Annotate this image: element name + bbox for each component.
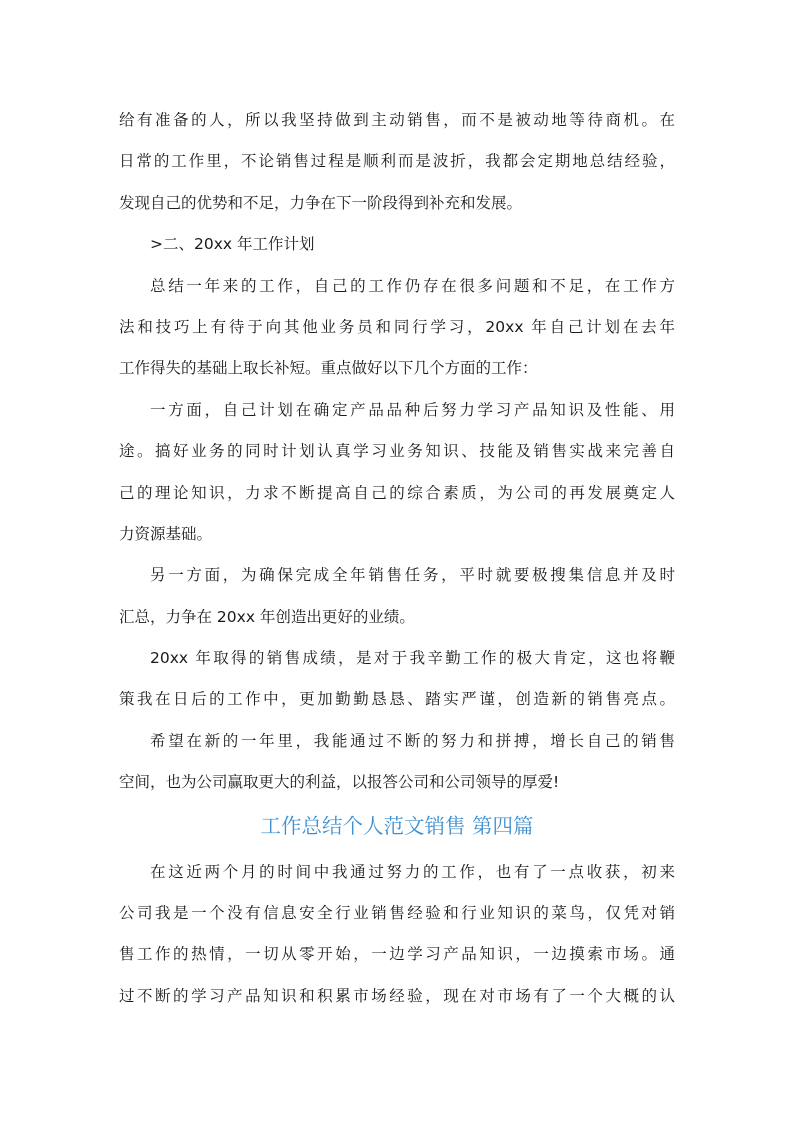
text-line: 策我在日后的工作中，更加勤勤恳恳、踏实严谨，创造新的销售亮点。 [119, 690, 675, 709]
text-line: 过不断的学习产品知识和积累市场经验，现在对市场有了一个大概的认 [119, 986, 675, 1005]
paragraph-one-aspect [119, 390, 675, 556]
text-line: 空间，也为公司赢取更大的利益，以报答公司和公司领导的厚爱! [119, 773, 560, 792]
paragraph-continuation [119, 100, 675, 224]
text-line: 希望在新的一年里，我能通过不断的努力和拼搏，增长自己的销售 [150, 731, 675, 750]
text-line: 己的理论知识，力求不断提高自己的综合素质，为公司的再发展奠定人 [119, 483, 675, 502]
text-line: 20xx 年取得的销售成绩，是对于我辛勤工作的极大肯定，这也将鞭 [150, 649, 675, 668]
text-line: 给有准备的人，所以我坚持做到主动销售，而不是被动地等待商机。在 [119, 111, 675, 129]
text-line: 售工作的热情，一切从零开始，一边学习产品知识，一边摸索市场。通 [119, 945, 675, 964]
paragraph-results [119, 638, 675, 721]
text-line: 工作得失的基础上取长补短。重点做好以下几个方面的工作： [119, 359, 538, 378]
document-body [119, 100, 675, 1017]
text-line: 途。搞好业务的同时计划认真学习业务知识、技能及销售实战来完善自 [119, 442, 675, 461]
text-line: 力资源基础。 [119, 524, 213, 543]
text-line: 在这近两个月的时间中我通过努力的工作，也有了一点收获，初来 [150, 862, 675, 881]
text-line: 汇总，力争在 20xx 年创造出更好的业绩。 [119, 607, 415, 626]
text-line: 法和技巧上有待于向其他业务员和同行学习，20xx 年自己计划在去年 [119, 317, 675, 336]
text-line: 公司我是一个没有信息安全行业销售经验和行业知识的菜鸟，仅凭对销 [119, 904, 675, 923]
paragraph-hope [119, 721, 675, 804]
paragraph-other-aspect [119, 555, 675, 638]
paragraph-chapter-four [119, 852, 675, 1018]
chapter-title: 工作总结个人范文销售 第四篇 [260, 813, 534, 838]
text-line: 发现自己的优势和不足，力争在下一阶段得到补充和发展。 [119, 193, 523, 212]
text-line: 总结一年来的工作，自己的工作仍存在很多问题和不足，在工作方 [150, 276, 675, 295]
section-subheading: >二、20xx 年工作计划 [150, 235, 315, 254]
paragraph-summary [119, 266, 675, 390]
text-line: 另一方面，为确保完成全年销售任务，平时就要极搜集信息并及时 [150, 566, 675, 585]
text-line: 一方面，自己计划在确定产品品种后努力学习产品知识及性能、用 [150, 400, 675, 419]
text-line: 日常的工作里，不论销售过程是顺利而是波折，我都会定期地总结经验， [119, 152, 675, 171]
